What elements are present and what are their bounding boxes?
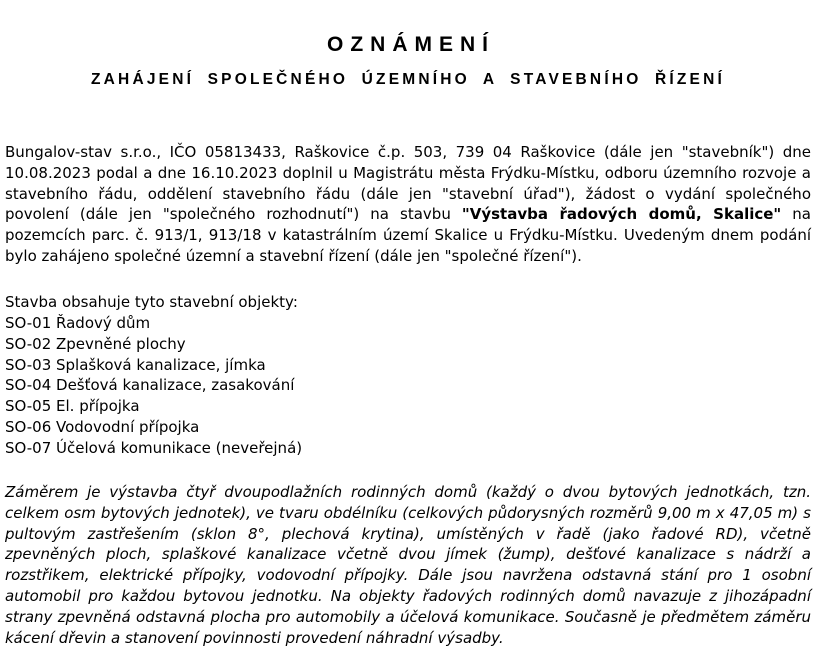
intro-text-after: na pozemcích parc. č. 913/1, 913/18 v katastrálním území Skalice u Frýdku-Místku. Uvedeným dnem podání bylo zahájeno společné územní a stavební řízení (dále jen "společné řízení"). xyxy=(5,205,811,265)
list-item: SO-01 Řadový dům xyxy=(5,314,151,332)
list-item: SO-03 Splašková kanalizace, jímka xyxy=(5,355,266,374)
list-item: SO-02 Zpevněné plochy xyxy=(5,334,186,353)
list-item: SO-06 Vodovodní přípojka xyxy=(5,417,200,436)
intro-paragraph xyxy=(5,142,811,267)
intro-text-before: Bungalov-stav s.r.o., IČO 05813433, Raškovice č.p. 503, 739 04 Raškovice (dále jen "stavebník") dne 10.08.2023 podal a dne 16.10.2023 doplnil u Magistrátu města Frýdku-Místku, odboru územního rozvoje a stavebního řádu, oddělení stavebního řádu (dále jen "stavební úřad"), žádost o vydání společného povolení (dále jen "společného rozhodnutí") na stavbu xyxy=(5,143,811,224)
objects-heading: Stavba obsahuje tyto stavební objekty: xyxy=(5,293,298,311)
document-title: OZNÁMENÍ xyxy=(327,33,495,56)
list-item: SO-07 Účelová komunikace (neveřejná) xyxy=(5,438,303,457)
list-item: SO-04 Dešťová kanalizace, zasakování xyxy=(5,376,295,395)
objects-list xyxy=(5,313,302,459)
document-subtitle: ZAHÁJENÍ SPOLEČNÉHO ÚZEMNÍHO A STAVEBNÍHO ŘÍZENÍ xyxy=(91,71,725,88)
list-item: SO-05 El. přípojka xyxy=(5,397,140,416)
intent-paragraph: Záměrem je výstavba čtyř dvoupodlažních rodinných domů (každý o dvou bytových jednotkách, tzn. celkem osm bytových jednotek), ve tvaru obdélníku (celkových půdorysných rozměrů 9,00 m x 47,05 m) s pultovým zastřešením (sklon 8°, plechová krytina), umístěných v řadě (jako řadové RD), včetně zpevněných ploch, splaškové kanalizace včetně dvou jímek (žump), dešťové kanalizace s nádrží a rozstřikem, elektrické přípojky, vodovodní přípojky. Dále jsou navržena odstavná stání pro 1 osobní automobil pro každou bytovou jednotku. Na objekty řadových rodinných domů navazuje z jihozápadní strany zpevněná odstavná plocha pro automobily a účelová komunikace. Současně je předmětem záměru kácení dřevin a stanovení povinnosti provedení náhradní výsadby. xyxy=(5,483,811,647)
project-name: "Výstavba řadových domů, Skalice" xyxy=(461,205,782,224)
